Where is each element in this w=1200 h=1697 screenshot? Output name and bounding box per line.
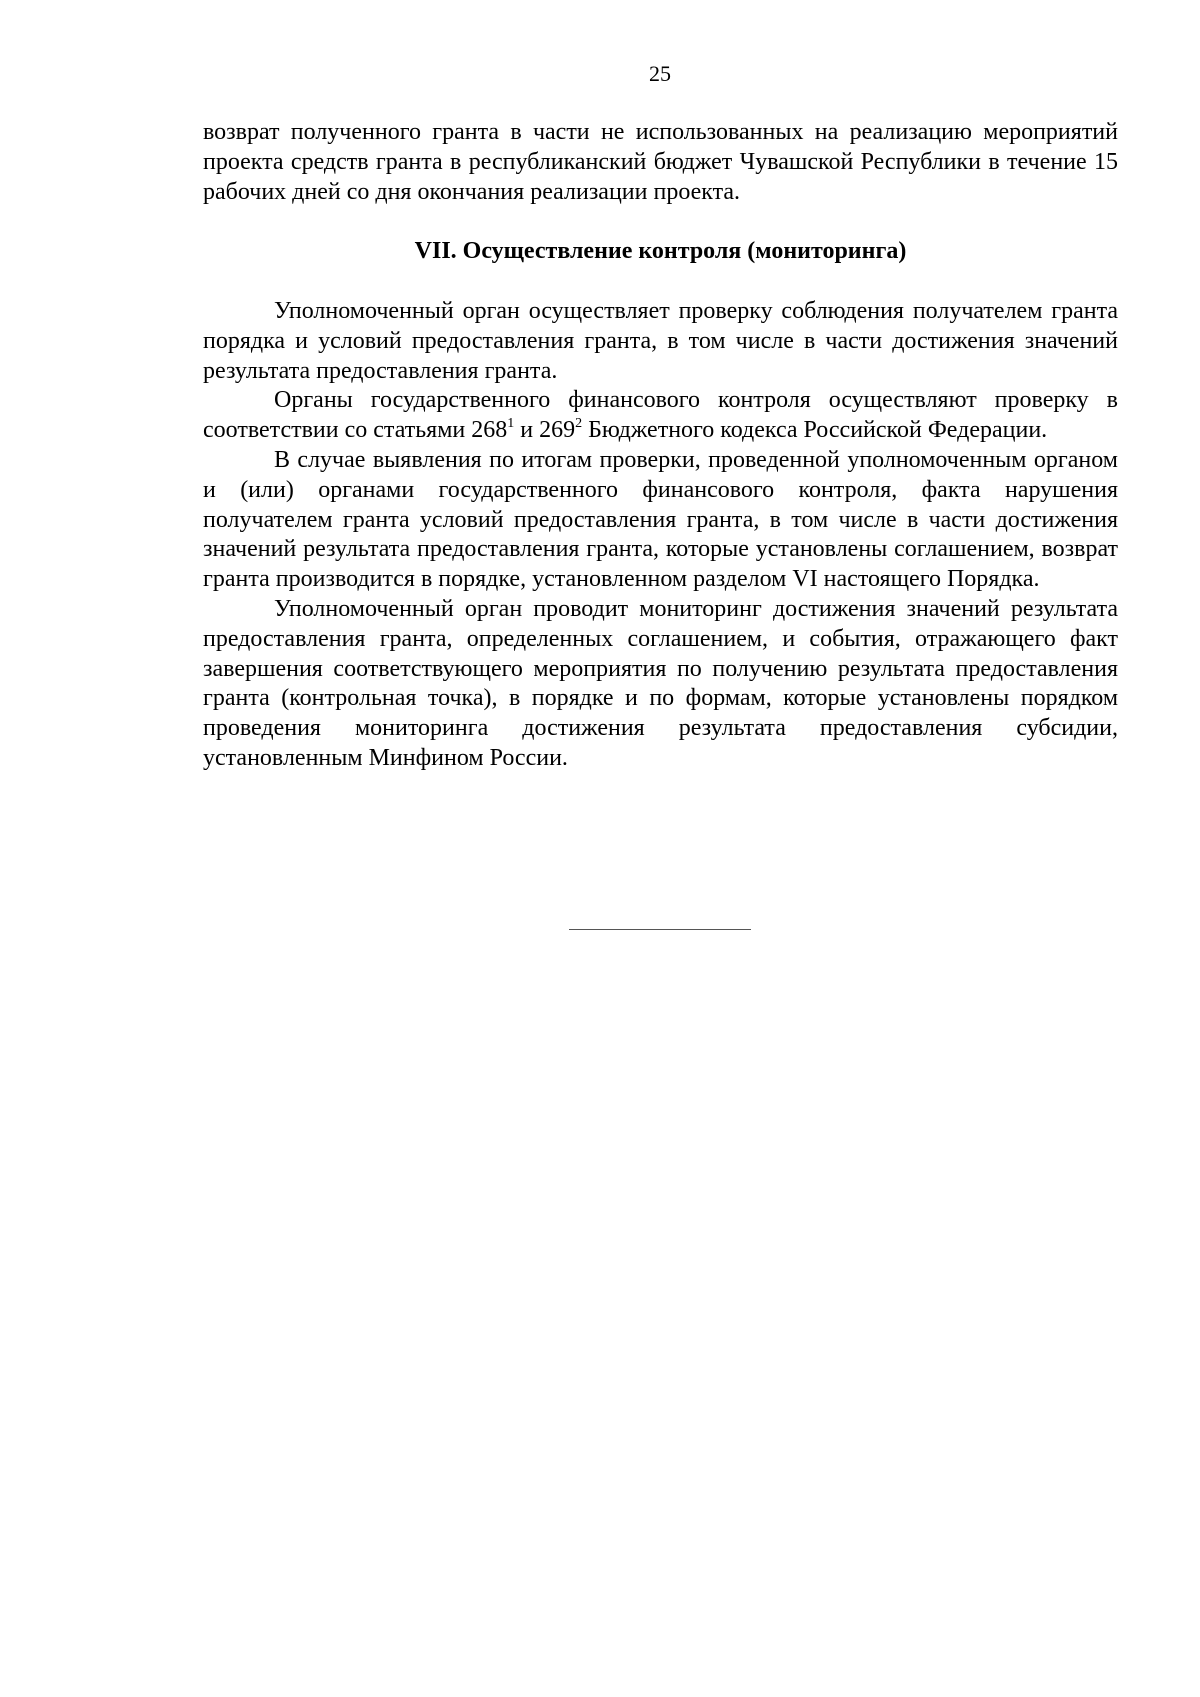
superscript-article-268: 1 xyxy=(507,416,515,432)
paragraph-monitoring: Уполномоченный орган проводит мониторинг достижения значений результата предоставления гранта, определенных соглашением, и события, отражающего факт завершения соответствующего мероприятия по получению результата предоставления гранта (контрольная точка), в порядке и по формам, которые установлены порядком проведения мониторинга достижения результата предоставления субсидии, установленным Минфином России. xyxy=(203,595,1118,771)
paragraph-financial-control-text-after: Бюджетного кодекса Российской Федерации. xyxy=(582,417,1048,444)
page-number: 25 xyxy=(649,61,671,86)
paragraph-violation-return: В случае выявления по итогам проверки, проведенной уполномоченным органом и (или) органами государственного финансового контроля, факта нарушения получателем гранта условий предоставления гранта, в том числе в части достижения значений результата предоставления гранта, которые установлены соглашением, возврат гранта производится в порядке, установленном разделом VI настоящего Порядка. xyxy=(203,446,1118,593)
paragraph-financial-control xyxy=(203,386,1118,446)
continuation-block xyxy=(203,118,1118,207)
paragraph-authority-check: Уполномоченный орган осуществляет проверку соблюдения получателем гранта порядка и условий предоставления гранта, в том числе в части достижения значений результата предоставления гранта. xyxy=(203,298,1118,384)
section-heading: VII. Осуществление контроля (мониторинга) xyxy=(414,238,907,264)
continuation-paragraph: возврат полученного гранта в части не использованных на реализацию мероприятий проекта средств гранта в республиканский бюджет Чувашской Республики в течение 15 рабочих дней со дня окончания реализации проекта. xyxy=(203,119,1118,205)
end-of-document-rule xyxy=(569,929,751,930)
paragraph-financial-control-text-middle: и 269 xyxy=(514,417,576,444)
paragraph-financial-control-text-before: Органы государственного финансового контроля осуществляют проверку в соответствии со статьями 268 xyxy=(203,387,1118,444)
superscript-article-269: 2 xyxy=(575,416,583,432)
section-body xyxy=(203,297,1118,774)
